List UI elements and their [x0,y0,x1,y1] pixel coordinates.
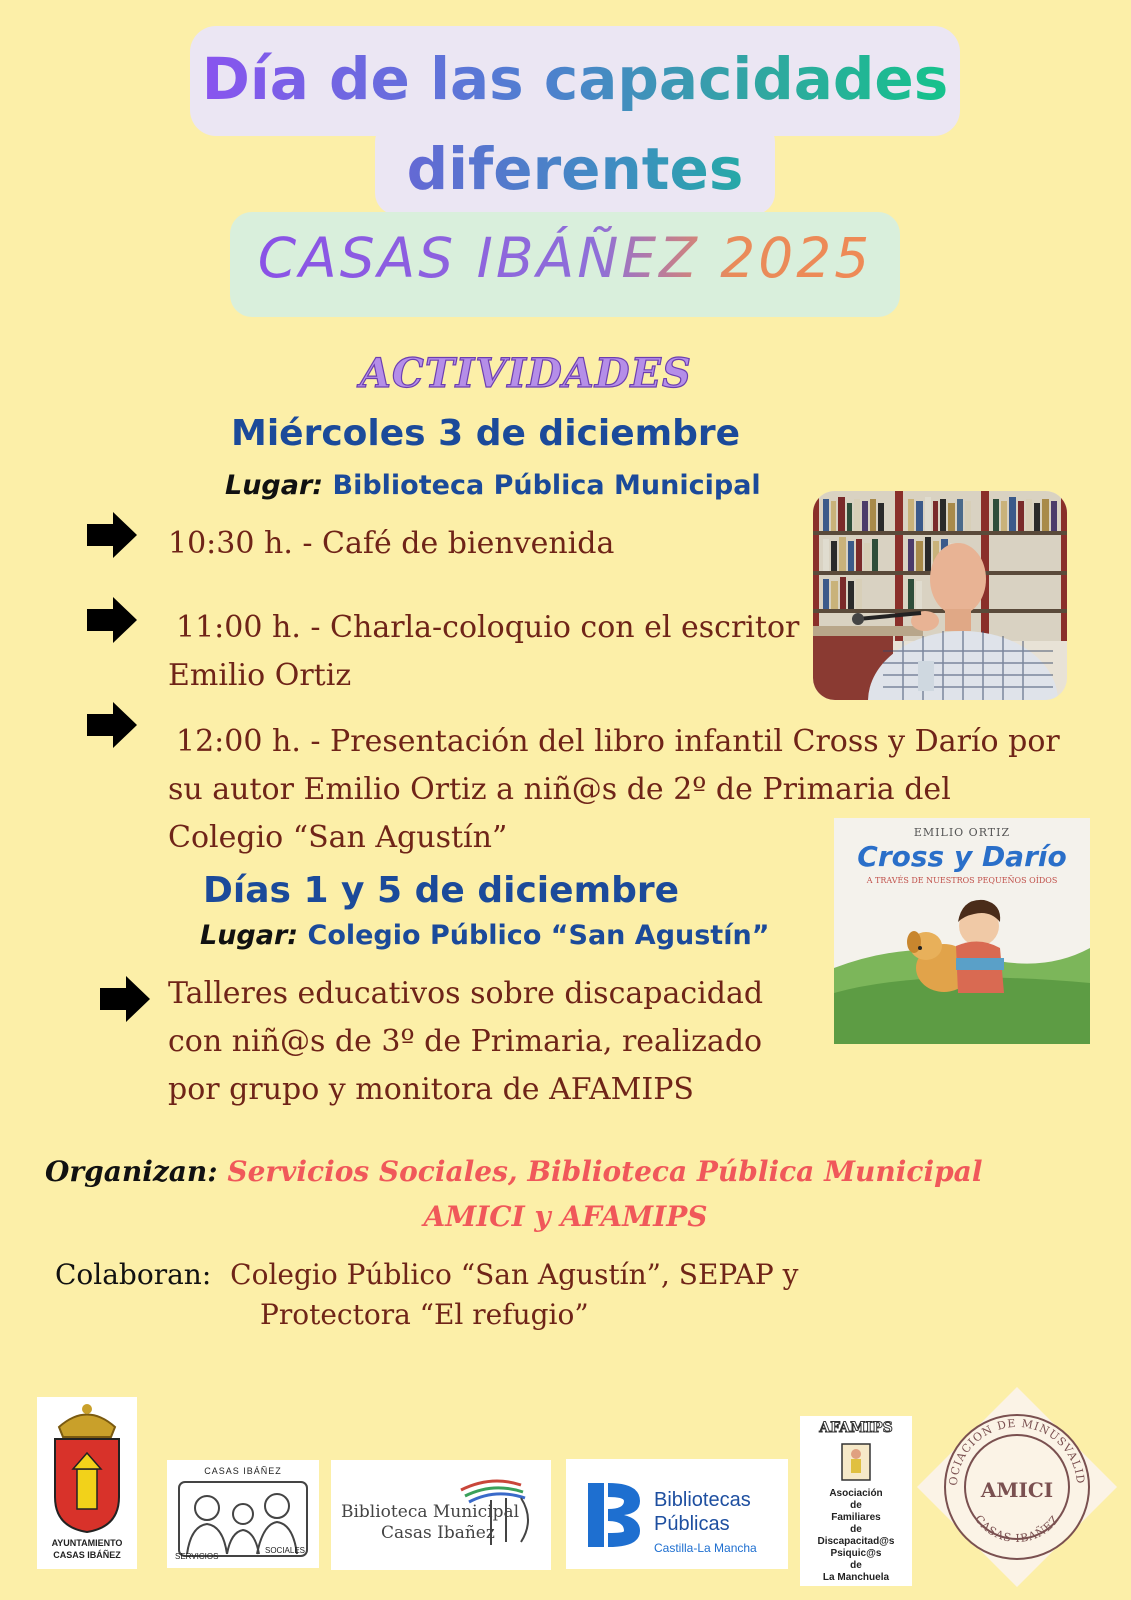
day1-place-label: Lugar: [225,470,324,501]
ayuntamiento-text: CASAS IBÁÑEZ [53,1550,121,1560]
day2-heading: Días 1 y 5 de diciembre [203,870,680,911]
day2-place-value: Colegio Público “San Agustín” [307,920,770,951]
collaborators-value: Protectora “El refugio” [260,1298,589,1331]
arrow-right-icon [87,700,137,750]
activity-text: por grupo y monitora de AFAMIPS [168,1072,694,1107]
servicios-logo-top: CASAS IBÁÑEZ [204,1466,282,1476]
bibliotecas-clm-logo [566,1459,788,1569]
arrow-right-icon [100,974,150,1024]
organizers-label: Organizan: [45,1155,218,1188]
organizers-value: AMICI y AFAMIPS [423,1200,708,1233]
amici-logo [912,1382,1122,1592]
activity-item [168,970,763,1114]
servicios-logo-right: SOCIALES [265,1546,306,1555]
activity-text: Talleres educativos sobre discapacidad [168,976,764,1011]
afamips-logo [800,1416,912,1586]
servicios-sociales-logo [167,1460,319,1568]
book-title: Cross y Darío [857,840,1067,873]
bclm-line3: Castilla-La Mancha [654,1541,757,1555]
arrow-right-icon [87,510,137,560]
activity-text: su autor Emilio Ortiz a niñ@s de 2º de Primaria del [168,772,951,807]
arrow-right-icon [87,595,137,645]
organizers-line2 [0,1200,1131,1233]
amici-ring-top: OCIACION DE MINUSVALID [946,1416,1088,1487]
collaborators-value: Colegio Público “San Agustín”, SEPAP y [230,1258,799,1291]
biblioteca-municipal-logo [331,1460,551,1570]
afamips-title: AFAMIPS [819,1420,893,1436]
main-title-line3: CASAS IBÁÑEZ 2025 [230,226,900,290]
ayuntamiento-text: AYUNTAMIENTO [51,1538,123,1548]
bclm-line2: Públicas [654,1513,730,1535]
activity-item [168,604,799,700]
activity-text: 10:30 h. - Café de bienvenida [168,526,615,561]
main-title-line2: diferentes [375,135,775,203]
day2-place [200,920,769,951]
amici-ring-bottom: CASAS IBAÑEZ [972,1512,1062,1546]
servicios-logo-left: SERVICIOS [175,1552,219,1561]
amici-center-text: AMICI [980,1478,1054,1502]
afamips-text: Asociación de Familiares de Discapacitad@s Psiquic@s de La Manchuela [817,1488,895,1583]
activity-text: 12:00 h. - Presentación del libro infantil Cross y Darío por [176,724,1060,759]
activity-text: Emilio Ortiz [168,658,352,693]
collaborators-line1 [55,1258,798,1291]
activity-text: Colegio “San Agustín” [168,820,508,855]
organizers-value: Servicios Sociales, Biblioteca Pública Municipal [227,1155,983,1188]
main-title-line1: Día de las capacidades [190,45,960,113]
bclm-line1: Bibliotecas [654,1489,751,1511]
book-subtitle: A TRAVÉS DE NUESTROS PEQUEÑOS OÍDOS [866,876,1058,885]
book-cover [834,818,1090,1044]
day1-heading: Miércoles 3 de diciembre [231,413,741,454]
day2-place-label: Lugar: [200,920,299,951]
collaborators-label: Colaboran: [55,1258,212,1291]
day1-place-value: Biblioteca Pública Municipal [332,470,761,501]
activity-item [168,520,614,568]
collaborators-line2 [260,1298,589,1331]
ayuntamiento-logo [37,1397,137,1569]
author-photo [813,491,1067,700]
biblio-municipal-line2: Casas Ibañez [381,1523,495,1543]
section-heading: ACTIVIDADES [360,350,692,397]
biblio-municipal-line1: Biblioteca Municipal [341,1502,520,1522]
book-author: EMILIO ORTIZ [913,826,1011,839]
activity-text: con niñ@s de 3º de Primaria, realizado [168,1024,763,1059]
day1-place [225,470,761,501]
organizers-line1 [45,1155,982,1188]
activity-text: 11:00 h. - Charla-coloquio con el escritor [176,610,800,645]
